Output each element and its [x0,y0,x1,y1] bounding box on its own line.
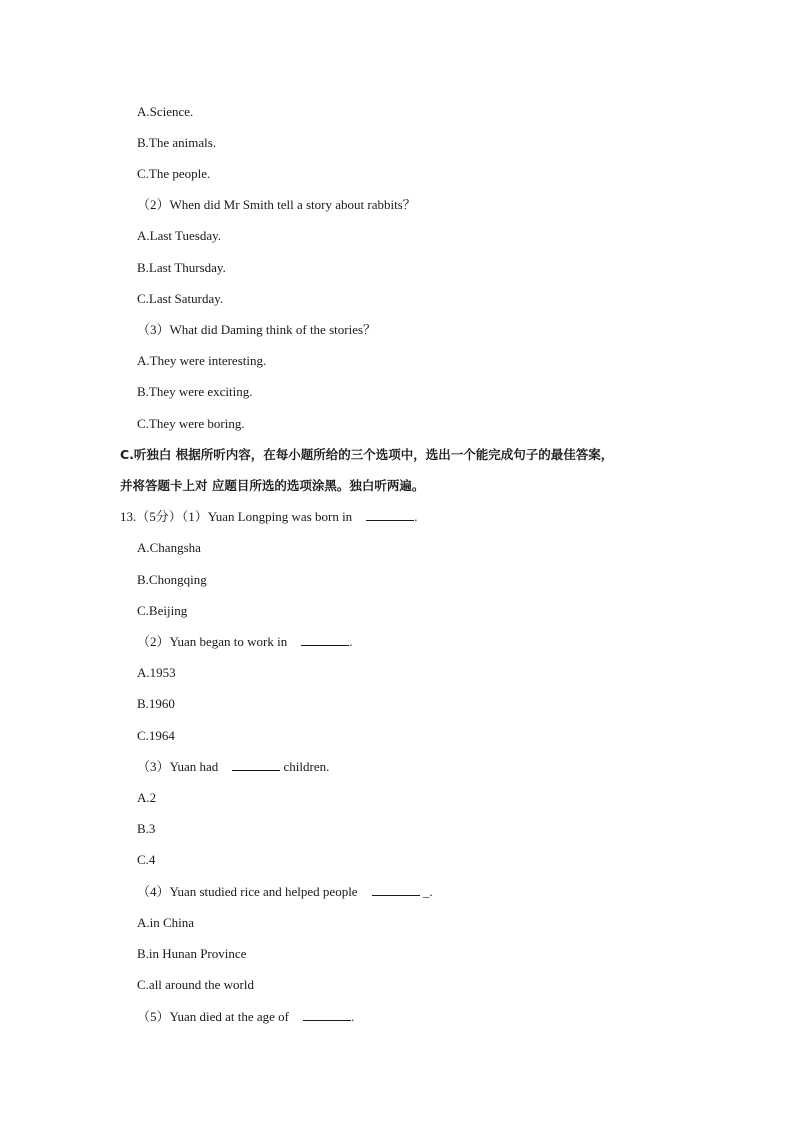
option-1b: B.The animals. [137,135,217,150]
option-3c: C.They were boring. [137,416,245,431]
option-2a: A.Last Tuesday. [137,228,222,243]
question-13-4-text: （4）Yuan studied rice and helped people [137,884,358,899]
option-13-1a: A.Changsha [137,540,201,555]
option-3a: A.They were interesting. [137,353,267,368]
question-13-2-text: （2）Yuan began to work in [137,634,288,649]
option-13-3c: C.4 [137,852,156,867]
option-1a: A.Science. [137,104,194,119]
question-2-prompt: （2）When did Mr Smith tell a story about rabbits？ [137,197,416,212]
option-13-2c: C.1964 [137,728,175,743]
option-13-1b: B.Chongqing [137,572,207,587]
section-c-instruction-line2: 并将答题卡上对 应题目所选的选项涂黑。独白听两遍。 [120,478,425,493]
question-13-2-suffix: . [349,634,353,649]
question-13-4-prompt [137,883,433,901]
question-13-4-suffix: _. [419,884,433,899]
answer-blank [232,758,280,771]
question-13-3-suffix: children. [280,759,330,774]
option-1c: C.The people. [137,166,211,181]
section-c-instruction-line1: C.听独白 根据所听内容，在每小题所给的三个选项中，选出一个能完成句子的最佳答案， [120,447,614,462]
question-13-header-text: 13.（5分）（1）Yuan Longping was born in [120,509,353,524]
option-13-2b: B.1960 [137,696,175,711]
option-2c: C.Last Saturday. [137,291,224,306]
option-13-1c: C.Beijing [137,603,188,618]
option-13-4c: C.all around the world [137,977,254,992]
answer-blank [366,508,414,521]
question-13-3-text: （3）Yuan had [137,759,219,774]
answer-blank [301,633,349,646]
answer-blank [372,883,420,896]
option-3b: B.They were exciting. [137,384,253,399]
question-13-5-text: （5）Yuan died at the age of [137,1009,289,1024]
option-13-4a: A.in China [137,915,195,930]
question-3-prompt: （3）What did Daming think of the stories？ [137,322,377,337]
option-13-3a: A.2 [137,790,157,805]
question-13-5-prompt [137,1008,354,1026]
question-13-header [120,508,417,526]
option-2b: B.Last Thursday. [137,260,226,275]
answer-blank [303,1008,351,1021]
option-13-2a: A.1953 [137,665,176,680]
question-13-2-prompt [137,633,352,651]
question-13-header-suffix: . [414,509,418,524]
question-13-5-suffix: . [350,1009,355,1024]
option-13-4b: B.in Hunan Province [137,946,247,961]
question-13-3-prompt [137,758,329,776]
option-13-3b: B.3 [137,821,156,836]
